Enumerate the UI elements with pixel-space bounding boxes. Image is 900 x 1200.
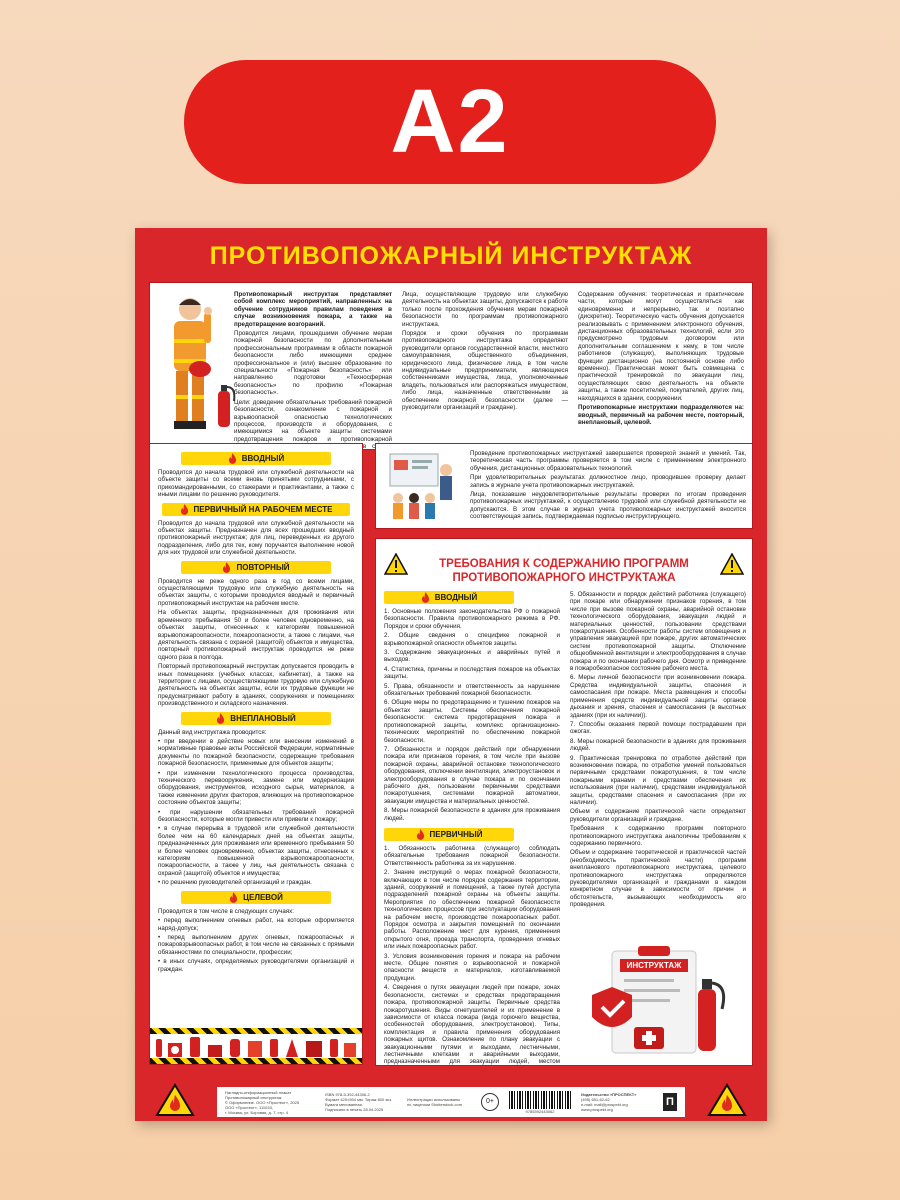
- clipboard-label: ИНСТРУКТАЖ: [620, 959, 688, 972]
- fire-equipment-icons: [150, 1035, 362, 1059]
- pervichny-text: Проводится до начала трудовой или служебной деятельности на объектах защиты. Предназначен для всех прошедших вводный противопожарный инструктаж; для лиц, переведенных из другого подразделения, либо для тех, кому поручается выполнение новой для них трудовой или служебной деятельности.: [158, 519, 354, 557]
- req-badge-pervichny-label: ПЕРВИЧНЫЙ: [429, 829, 483, 839]
- req-vvodny-2: 2. Общие сведения о специфике пожарной и взрывопожарной опасности объектов защиты.: [384, 632, 560, 647]
- fire-warning-icon: [155, 1083, 195, 1117]
- firefighter-illustration: [160, 291, 240, 441]
- req-col2-7: Требования к содержанию программ повторного противопожарного инструктажа аналогичны требованиям к содержанию первичного.: [570, 825, 746, 847]
- req-vvodny-8: 8. Меры пожарной безопасности в зданиях для проживания людей.: [384, 807, 560, 822]
- intro-col-1-p2: Проводится лицами, прошедшими обучение мерам пожарной безопасности по дополнительным профессиональным программам в области пожарной безопасности либо имеющими среднее профессиональное и (или) высшее образование по специальности «Пожарная безопасность» или направлению подготовки «Техносферная безопасность» по профилю «Пожарная безопасность».: [234, 330, 392, 397]
- publisher-3: e-mail: mail@prospekt.org: [581, 1102, 628, 1107]
- size-badge: [184, 60, 716, 184]
- flame-icon: [228, 453, 237, 464]
- equipment-strip: [150, 1028, 362, 1064]
- imprint-box: [217, 1087, 685, 1117]
- requirements-panel: [375, 538, 753, 1066]
- intro-col-3-p2: Противопожарные инструктажи подразделяются на: вводный, первичный на рабочем месте, повторный, внеплановый, целевой.: [578, 404, 744, 426]
- imprint-publisher: [581, 1092, 653, 1112]
- badge-povtorny: [181, 561, 331, 574]
- req-vvodny-3: 3. Содержание эвакуационных и аварийных путей и выходов.: [384, 649, 560, 664]
- vneplanovy-p2: • при введении в действие новых или внесении изменений в нормативные правовые акты Российской Федерации, нормативные документы по пожарной безопасности, содержащие требования пожарной безопасности, применимые для объектов защиты;: [158, 737, 354, 768]
- imprint-left-2: Противопожарный инструктаж: [225, 1094, 282, 1100]
- check-text: [470, 450, 746, 523]
- vneplanovy-p1: Данный вид инструктажа проводится:: [158, 728, 267, 736]
- req-vvodny-1: 1. Основные положения законодательства РФ о пожарной безопасности. Правила противопожарного режима в РФ. Порядок и сроки обучения.: [384, 608, 560, 630]
- imprint-mid-2: Формат 420×594 мм. Тираж 600 экз.: [325, 1097, 393, 1102]
- barcode-bars: [509, 1091, 571, 1109]
- req-col2-3: 7. Способы оказания первой помощи пострадавшим при ожогах.: [570, 720, 746, 736]
- barcode-digits: 9785392443062: [525, 1108, 555, 1114]
- badge-vneplanovy: [181, 712, 331, 725]
- req-vvodny-6: 6. Общие меры по предотвращению и тушению пожаров на объектах защиты. Системы обеспечения пожарной безопасности: система предотвращения пожара и противопожарной защиты, комплекс организационно-технических мероприятий по обеспечению пожарной безопасности.: [384, 699, 560, 744]
- req-vvodny-5: 5. Права, обязанности и ответственность за нарушение обязательных требований пожарной безопасности.: [384, 682, 560, 698]
- barcode: [509, 1091, 571, 1114]
- imprint-left-3: © Оформление. ООО «Простект», 2025: [225, 1099, 300, 1105]
- imprint-mid-3: Бумага мелованная.: [325, 1102, 363, 1107]
- requirements-title: [406, 557, 722, 585]
- req-pervichny-2: 2. Знание инструкций о мерах пожарной безопасности, включающих в том числе порядок содержания территории, зданий, сооружений и помещений, а также путей доступа подразделений пожарной охраны на объекты защиты. Мероприятия по обеспечению пожарной безопасности технологических процессов при эксплуатации оборудования на рабочем месте, производстве пожароопасных работ. Порядок осмотра и закрытия помещений по окончании работы. Расположение мест для курения, применения открытого огня, проезда транспорта, проведения огневых или иных пожароопасных работ.: [384, 869, 560, 951]
- req-col-1: [384, 591, 560, 1066]
- req-vvodny-7: 7. Обязанности и порядок действий при обнаружении пожара или признаков горения, в том числе при вызове пожарной охраны, аварийной остановке технологического оборудования, отключении вентиляции, электроустановок и электрооборудования в случае пожара и по окончании рабочего дня, пользовании первичными средствами пожаротушения, системами пожарной автоматики, эвакуации имущества и материальных ценностей.: [384, 745, 560, 805]
- req-col2-8: Объем и содержание теоретической и практической частей (необходимость практической части) программ внепланового противопожарного инструктажа, целевого противопожарного инструктажа определяются руководителями организаций и гражданами в каждом конкретном случае в зависимости от причин и обстоятельств, вызывающих необходимость его проведения.: [570, 849, 746, 909]
- poster: [135, 228, 767, 1121]
- tselevoy-p1: Проводится в том числе в следующих случаях:: [158, 907, 294, 915]
- vneplanovy-p4: • при нарушении обязательных требований пожарной безопасности, которые могли привести или привели к пожару;: [158, 808, 354, 824]
- imprint-left: [225, 1090, 315, 1115]
- flame-icon: [229, 892, 238, 903]
- warning-icon: [384, 553, 408, 575]
- publisher-logo: П: [663, 1093, 677, 1111]
- imprint-mid-1: ISBN 978-5-392-44306-2: [325, 1092, 370, 1097]
- tselevoy-p4: • в иных случаях, определяемых руководителями организаций и граждан.: [158, 958, 354, 973]
- flame-icon: [222, 562, 231, 573]
- req-badge-pervichny: [384, 828, 514, 841]
- check-p3: Лица, показавшие неудовлетворительные результаты проверки по итогам проведения противопожарных инструктажей, к осуществлению трудовой или служебной деятельности не допускаются. В этом случае в журнал учета противопожарных инструктажей вносится соответствующая запись, подтверждаемая подписью инструктирующего.: [470, 491, 746, 521]
- training-illustration: [382, 450, 464, 524]
- vneplanovy-p3: • при изменении технологического процесса производства, технического перевооружения, замене или модернизации оборудования, инструментов, исходного сырья, материалов, а также изменении других факторов, влияющих на противопожарное состояние объектов защиты;: [158, 769, 354, 807]
- req-pervichny-4: 4. Сведения о путях эвакуации людей при пожаре, зонах безопасности, системах и средствах предотвращения пожара, противопожарной защиты. Первичные средства пожаротушения. Виды огнетушителей и их применение в зависимости от класса пожара (вида горючего вещества, особенностей оборудования, электроустановок). Типы, комплектация и правила применения оборудования пожарных щитов. Ознакомление по плану эвакуации с эвакуационными путями и выходами, лестничными, лестничными клетками и аварийными выходами, предназначенными для эвакуации людей, местом: [384, 984, 560, 1066]
- imprint-left-1: Наглядно-информационный плакат: [225, 1089, 292, 1095]
- imprint-illus: [407, 1097, 471, 1107]
- requirements-title-line2: ПРОТИВОПОЖАРНОГО ИНСТРУКТАЖА: [452, 572, 676, 584]
- req-col2-4: 8. Меры пожарной безопасности в зданиях для проживания людей.: [570, 737, 746, 753]
- req-col2-1: 5. Обязанности и порядок действий работника (служащего) при пожаре или обнаружении признаков горения, в том числе при вызове пожарной охраны, аварийной остановке технологического оборудования, эвакуации людей и материальных ценностей, пользовании средствами пожаротушения. Особенности работы систем оповещения и управления эвакуацией при пожаре, других автоматических систем противопожарной защиты. Отключение общеобменной вентиляции и электрооборудования в случае пожара и по окончании рабочего дня. Осмотр и приведение в пожаробезопасное состояние рабочего места.: [570, 591, 746, 673]
- badge-tselevoy: [181, 891, 331, 904]
- check-p2: При удовлетворительных результатах должностное лицо, проводившее проверку делает запись в журнале учета противопожарных инструктажей.: [470, 474, 746, 489]
- vneplanovy-p6: • по решению руководителей организаций и граждан.: [158, 879, 312, 887]
- flame-icon: [416, 829, 425, 840]
- intro-col-1-p3: Цели: доведение обязательных требований пожарной безопасности, ознакомление с пожарной и взрывоопасной опасностью технологических процессов, производств и оборудования, с имеющимися на объекте защиты системами предотвращения пожаров и противопожарной в: [234, 398, 392, 450]
- intro-col-2-p1: Лица, осуществляющие трудовую или служебную деятельность на объектах защиты, допускаются к работе только после прохождения обучения мерам пожарной безопасности по программам противопожарного инструктажа.: [402, 291, 568, 328]
- intro-col-1-p1: Противопожарный инструктаж представляет собой комплекс мероприятий, направленных на обучение сотрудников правилам поведения в случае возникновения пожара, а также на предотвращение возгораний.: [234, 291, 392, 328]
- vneplanovy-p5: • в случае перерыва в трудовой или служебной деятельности более чем на 60 календарных дней на объектах защиты, предназначенных для проживания или временного пребывания 50 и более человек одновременно, объектах защиты, отнесенных к категориям повышенной взрывопожароопасности, пожароопасности, а также у лиц, чья деятельность связана с охраной (защитой) объектов и имущества;: [158, 825, 354, 877]
- intro-col-2-p2: Порядок и сроки обучения по программам противопожарного инструктажа определяют руководители органов государственной власти, местного самоуправления, общественного объединения, юридического лица, физические лица, в том числе индивидуальные предприниматели, являющиеся собственниками имущества, лица, уполномоченные владеть, пользоваться или распоряжаться имуществом, либо лица, назначенные ответственными за обеспечение пожарной безопасности (далее — руководители организаций и граждане).: [402, 330, 568, 412]
- tselevoy-p2: • перед выполнением огневых работ, на которые оформляется наряд-допуск;: [158, 917, 354, 932]
- intro-panel: [149, 282, 753, 450]
- req-pervichny-1: 1. Обязанность работника (служащего) соблюдать обязательные требования пожарной безопасности. Ответственность работника за их нарушение.: [384, 844, 560, 867]
- imprint-mid: [325, 1092, 397, 1112]
- intro-col-2: [402, 291, 568, 414]
- imprint-illus-2: по лицензии Shutterstock.com: [407, 1102, 463, 1107]
- req-pervichny-3: 3. Условия возникновения горения и пожара на рабочем месте. Общие понятия о взрывоопасной и пожарной опасности веществ и материалов, изготавливаемой продукции.: [384, 952, 560, 982]
- flame-icon: [216, 713, 225, 724]
- intro-col-3-p1: Содержание обучения: теоретическая и практические части, которые могут осуществляться как единовременно и непрерывно, так и поэтапно (дискретно). Теоретическую часть обучения допускается реализовывать с применением электронного обучения, дистанционных образовательных технологий, если это предусмотрено трудовым договором или дополнительным соглашением к нему, в том числе работников (служащих), выполняющих трудовые функции дистанционно (на постоянной основе либо временно). Практическая может быть совмещена с практической тренировкой по эвакуации лиц, осуществляющих свою деятельность на объекте защиты, а также посетителей, покупателей, других лиц, находящихся в здании, сооружении.: [578, 291, 744, 402]
- req-col-2: [570, 591, 746, 911]
- req-col2-5: 9. Практическая тренировка по отработке действий при возникновении пожара, по отработке умений пользоваться первичными средствами пожаротушения, в том числе пожарными кранами и средствами обеспечения их использования (при наличии), средствами индивидуальной защиты, средствами спасения и самоспасания (при их наличии).: [570, 754, 746, 806]
- clipboard-illustration: [582, 945, 732, 1057]
- badge-pervichny-label: ПЕРВИЧНЫЙ НА РАБОЧЕМ МЕСТЕ: [193, 504, 333, 514]
- requirements-title-line1: ТРЕБОВАНИЯ К СОДЕРЖАНИЮ ПРОГРАММ: [439, 558, 689, 570]
- imprint-mid-4: Подписано в печать 28.04.2025: [325, 1107, 384, 1112]
- req-vvodny-4: 4. Статистика, причины и последствия пожаров на объектах защиты.: [384, 665, 560, 681]
- badge-vvodny-label: ВВОДНЫЙ: [241, 454, 285, 463]
- poster-footer: [135, 1081, 767, 1121]
- flame-icon: [421, 592, 430, 603]
- imprint-left-4: ООО «Простект», 111033,: [225, 1104, 273, 1110]
- imprint-illus-1: Иллюстрации использованы: [407, 1097, 461, 1102]
- types-panel: [149, 443, 363, 1065]
- imprint-left-5: г. Москва, ул. Боровая, д. 7, стр. 4: [225, 1109, 289, 1115]
- povtorny-p3: Повторный противопожарный инструктаж допускается проводить в иных помещениях (учебных классах, кабинетах), а также на территории с лицами, осуществляющими трудовую или служебную деятельность на объектах защиты, если их трудовые функции не предусматривают работу в зданиях, сооружениях и помещениях производственного и складского назначения.: [158, 663, 354, 708]
- badge-povtorny-label: ПОВТОРНЫЙ: [236, 562, 290, 572]
- vvodny-text: Проводится до начала трудовой или служебной деятельности на объекте защиты со всеми вновь принятыми сотрудниками, с прикомандированными, со стажерами и практикантами, а также с иными лицами по решению руководителя.: [158, 469, 354, 499]
- publisher-4: www.prospekt.org: [581, 1107, 613, 1112]
- intro-col-3: [578, 291, 744, 428]
- req-badge-vvodny: [384, 591, 514, 604]
- check-p1: Проведение противопожарных инструктажей завершается проверкой знаний и умений. Так, теоретическая часть программы проверяется в том числе с применением электронного обучения, дистанционных образовательных технологий.: [470, 450, 746, 472]
- hazard-strip-top: [150, 1028, 362, 1034]
- warning-icon: [720, 553, 744, 575]
- badge-pervichny: [162, 503, 350, 516]
- req-badge-vvodny-label: ВВОДНЫЙ: [434, 593, 478, 602]
- publisher-1: Издательство «ПРОСПЕКТ»: [581, 1092, 637, 1097]
- badge-tselevoy-label: ЦЕЛЕВОЙ: [243, 892, 283, 902]
- fire-warning-icon: [707, 1083, 747, 1117]
- check-panel: [375, 443, 753, 529]
- poster-title: ПРОТИВОПОЖАРНЫЙ ИНСТРУКТАЖ: [209, 242, 693, 270]
- intro-col-1: [234, 291, 392, 450]
- badge-vneplanovy-label: ВНЕПЛАНОВЫЙ: [230, 713, 296, 723]
- req-col2-2: 6. Меры личной безопасности при возникновении пожара. Средства индивидуальной защиты, спасения и самоспасания при пожаре. Места размещения и способы применения средств индивидуальной защиты органов дыхания и зрения, спасения и самоспасания (в высотных зданиях (при их наличии)).: [570, 674, 746, 719]
- badge-vvodny: [181, 452, 331, 465]
- flame-icon: [180, 504, 189, 515]
- size-label: A2: [390, 71, 510, 172]
- hazard-strip-bottom: [150, 1058, 362, 1064]
- tselevoy-p3: • перед выполнением других огневых, пожароопасных и пожаровзрывоопасных работ, в том числе не связанных с прямыми обязанностями по специальности, профессии;: [158, 933, 354, 956]
- req-col2-6: Объем и содержание практической части определяют руководители организаций и граждане.: [570, 808, 746, 823]
- povtorny-p1: Проводится не реже одного раза в год со всеми лицами, осуществляющими трудовую или служебную деятельность на объектах защиты, с которыми проводился вводный и первичный противопожарный инструктаж на рабочем месте.: [158, 577, 354, 607]
- age-rating: 0+: [481, 1093, 499, 1111]
- povtorny-p2: На объектах защиты, предназначенных для проживания или временного пребывания 50 и более человек одновременно, на объектах защиты, отнесенных к категориям повышенной взрывопожароопасности, пожароопасности, а также с лицами, чья деятельность связана с охраной (защитой) объектов и имущества, повторный противопожарный инструктаж проводится не реже одного раза в полгода.: [158, 609, 354, 661]
- publisher-2: (495) 651-62-62: [581, 1097, 610, 1102]
